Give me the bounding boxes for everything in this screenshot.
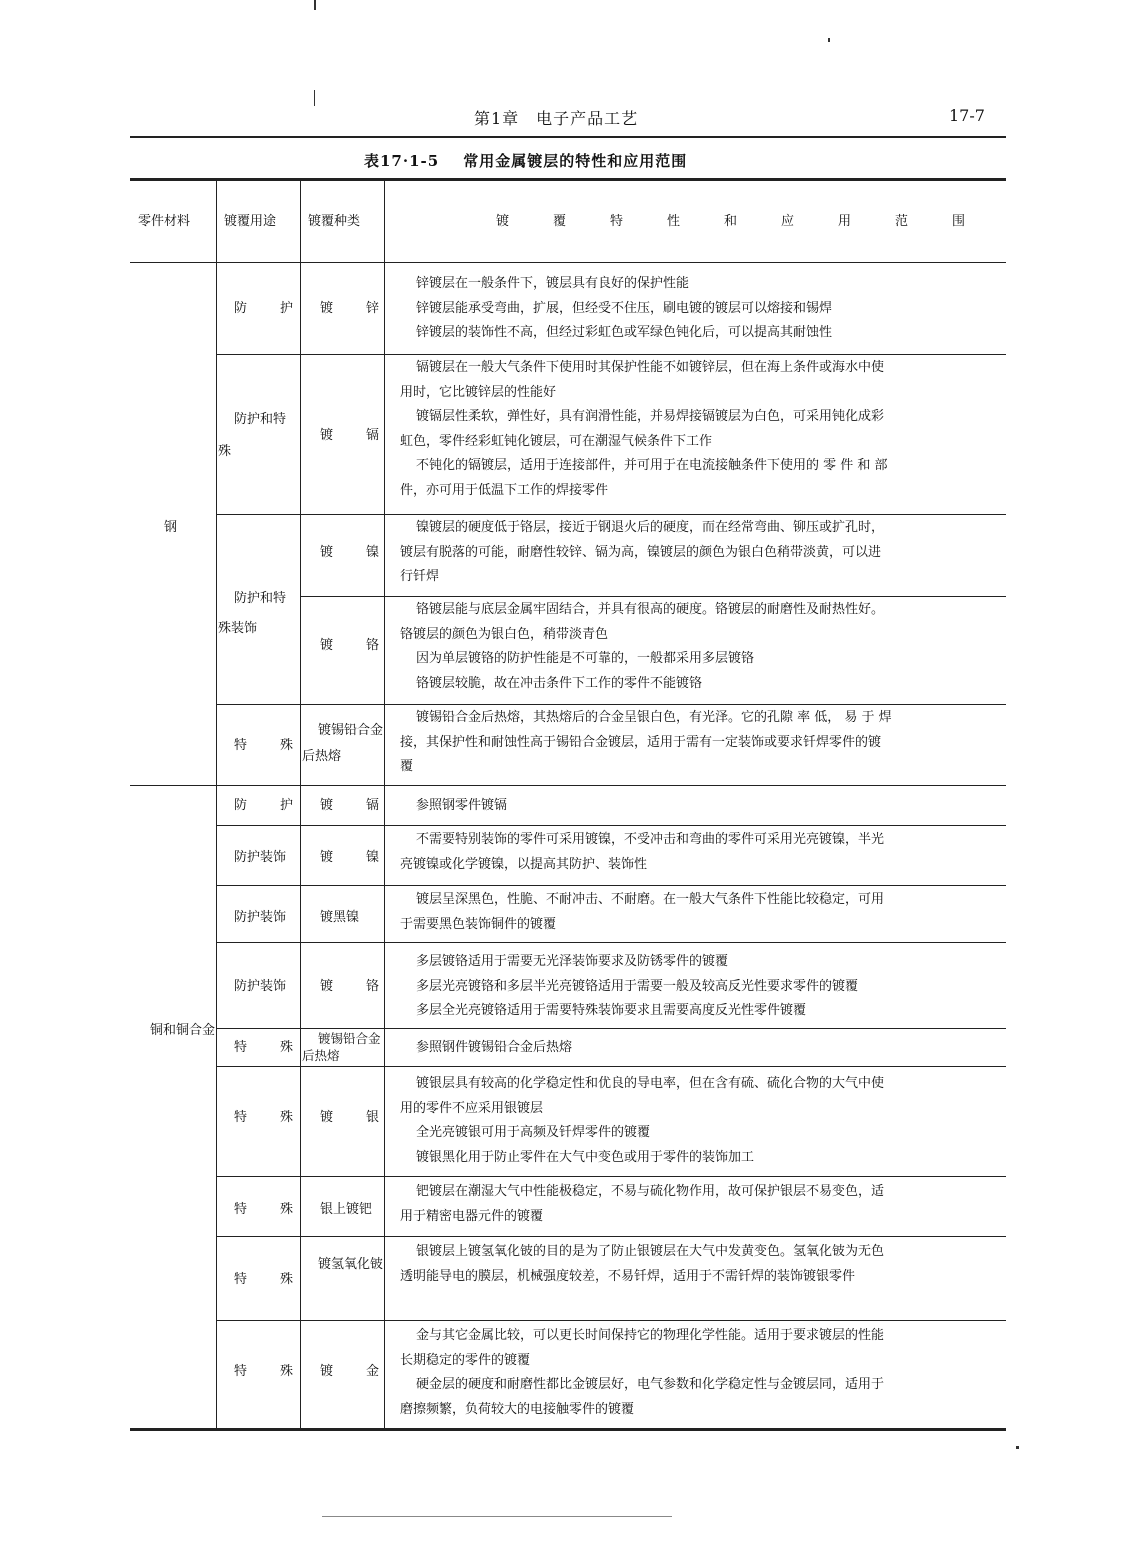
kind-cell: 镀 铬 [320, 979, 390, 994]
description-cell [400, 272, 832, 346]
kind-cell: 镀黑镍 [320, 910, 360, 925]
use-cell: 防护装饰 [234, 850, 287, 865]
description-line: 虹色，零件经彩虹钝化镀层，可在潮湿气候条件下工作 [400, 433, 713, 449]
description-line: 多层光亮镀铬和多层半光亮镀铬适用于需要一般及较高反光性要求零件的镀覆 [416, 978, 859, 994]
description-line: 锌镀层在一般条件下，镀层具有良好的保护性能 [416, 276, 690, 291]
description-cell [400, 1036, 572, 1061]
kind-cell: 镀 银 [320, 1110, 390, 1125]
table-number: 表17·1-5 [364, 152, 440, 170]
material-cell: 钢 [164, 520, 178, 535]
description-line: 亮镀镍或化学镀镍，以提高其防护、装饰性 [400, 856, 648, 872]
description-cell [400, 1072, 884, 1170]
description-line: 铬镀层的颜色为银白色，稍带淡青色 [400, 626, 609, 642]
description-line: 镀层有脱落的可能，耐磨性较锌、镉为高，镍镀层的颜色为银白色稍带淡黄，可以进 [400, 544, 882, 560]
description-line: 因为单层镀铬的防护性能是不可靠的，一般都采用多层镀铬 [416, 651, 755, 666]
use-cell: 防护和特殊装饰 [218, 591, 287, 636]
column-header-use: 镀覆用途 [224, 214, 277, 229]
row-rule [216, 942, 1006, 943]
use-cell: 防护装饰 [234, 910, 287, 925]
description-line: 钯镀层在潮湿大气中性能极稳定，不易与硫化物作用，故可保护银层不易变色，适 [416, 1184, 885, 1199]
description-line: 硬金层的硬度和耐磨性都比金镀层好，电气参数和化学稳定性与金镀层同，适用于 [416, 1377, 885, 1392]
row-rule [300, 596, 1006, 597]
description-line: 镀层呈深黑色，性脆、不耐冲击、不耐磨。在一般大气条件下性能比较稳定，可用 [416, 892, 885, 907]
use-cell: 防 护 [234, 798, 304, 813]
use-cell: 特 殊 [234, 738, 304, 753]
description-cell [400, 706, 892, 780]
description-line: 于需要黑色装饰铜件的镀覆 [400, 916, 557, 932]
header-rule [130, 136, 1006, 138]
table-caption: 常用金属镀层的特性和应用范围 [463, 152, 688, 170]
row-rule [216, 1176, 1006, 1177]
column-header-material: 零件材料 [138, 214, 191, 229]
description-cell [400, 888, 884, 937]
description-line: 磨擦频繁，负荷较大的电接触零件的镀覆 [400, 1401, 635, 1417]
chapter-title: 第1章 电子产品工艺 [474, 109, 639, 128]
description-cell [400, 950, 858, 1024]
description-line: 接，其保护性和耐蚀性高于锡铅合金镀层，适用于需有一定装饰或要求钎焊零件的镀 [400, 734, 882, 750]
description-line: 长期稳定的零件的镀覆 [400, 1352, 531, 1368]
scan-mark [314, 0, 316, 10]
use-cell: 防护和特殊 [218, 412, 287, 459]
description-line: 银镀层上镀氢氧化铍的目的是为了防止银镀层在大气中发黄变色。氢氧化铍为无色 [416, 1244, 885, 1259]
use-cell: 防护装饰 [234, 979, 287, 994]
description-line: 镍镀层的硬度低于铬层，接近于钢退火后的硬度，而在经常弯曲、铆压或扩孔时， [416, 520, 885, 535]
row-rule [216, 825, 1006, 826]
description-cell [400, 1240, 884, 1289]
kind-cell: 银上镀钯 [320, 1202, 373, 1217]
description-line: 透明能导电的膜层，机械强度较差，不易钎焊，适用于不需钎焊的装饰镀银零件 [400, 1268, 856, 1284]
description-line: 铬镀层能与底层金属牢固结合，并具有很高的硬度。铬镀层的耐磨性及耐热性好。 [416, 602, 885, 617]
description-line: 镀锡铅合金后热熔，其热熔后的合金呈银白色，有光泽。它的孔隙 率 低， 易 于 焊 [416, 710, 892, 725]
description-line: 用于精密电器元件的镀覆 [400, 1208, 544, 1224]
scan-mark [828, 38, 830, 42]
description-cell [400, 356, 888, 503]
description-line: 覆 [400, 759, 414, 774]
description-cell [400, 598, 884, 696]
description-line: 件，亦可用于低温下工作的焊接零件 [400, 482, 609, 498]
table-top-rule [130, 178, 1006, 181]
use-cell: 特 殊 [234, 1040, 304, 1055]
kind-cell: 镀锡铅合金后热熔 [302, 723, 384, 764]
description-cell [400, 1324, 884, 1422]
kind-cell: 镀 镍 [320, 545, 390, 560]
description-line: 镀镉层性柔软，弹性好，具有润滑性能，并易焊接镉镀层为白色，可采用钝化成彩 [416, 409, 885, 424]
row-rule [216, 1028, 1006, 1029]
kind-cell: 镀 铬 [320, 638, 390, 653]
row-rule [216, 1320, 1006, 1321]
description-line: 镀银黑化用于防止零件在大气中变色或用于零件的装饰加工 [416, 1149, 755, 1165]
kind-cell: 镀 镍 [320, 850, 390, 865]
row-rule [216, 354, 1006, 355]
use-cell: 特 殊 [234, 1364, 304, 1379]
table-bottom-rule [130, 1428, 1006, 1431]
description-line: 用时，它比镀锌层的性能好 [400, 384, 557, 400]
use-cell: 防 护 [234, 301, 304, 316]
use-cell: 特 殊 [234, 1202, 304, 1217]
kind-cell: 镀 镉 [320, 428, 390, 443]
scan-mark [1016, 1446, 1019, 1449]
description-cell [400, 828, 884, 877]
description-cell [400, 516, 884, 590]
description-line: 全光亮镀银可用于高频及钎焊零件的镀覆 [416, 1125, 651, 1140]
column-header-description: 镀覆特性和应用范围 [496, 214, 1010, 229]
description-line: 镉镀层在一般大气条件下使用时其保护性能不如镀锌层，但在海上条件或海水中使 [416, 360, 885, 375]
description-cell [400, 794, 507, 819]
description-line: 镀银层具有较高的化学稳定性和优良的导电率，但在含有硫、硫化合物的大气中使 [416, 1076, 885, 1091]
kind-cell: 镀氢氧化铍 [318, 1257, 384, 1272]
description-line: 不需要特别装饰的零件可采用镀镍，不受冲击和弯曲的零件可采用光亮镀镍，半光 [416, 832, 885, 847]
kind-cell: 镀 金 [320, 1364, 390, 1379]
description-line: 用的零件不应采用银镀层 [400, 1100, 544, 1116]
description-line: 多层镀铬适用于需要无光泽装饰要求及防锈零件的镀覆 [416, 954, 729, 969]
kind-cell: 镀锡铅合金后热熔 [302, 1031, 381, 1063]
table-title [364, 150, 687, 171]
header-bottom-rule [130, 262, 1006, 263]
description-line: 不钝化的镉镀层，适用于连接部件，并可用于在电流接触条件下使用的 零 件 和 部 [416, 458, 888, 473]
material-cell: 铜和铜合金 [150, 1023, 216, 1038]
use-cell: 特 殊 [234, 1272, 304, 1287]
description-line: 金与其它金属比较，可以更长时间保持它的物理化学性能。适用于要求镀层的性能 [416, 1328, 885, 1343]
description-line: 锌镀层能承受弯曲，扩展，但经受不住压，刷电镀的镀层可以熔接和锡焊 [416, 300, 833, 316]
row-rule [216, 514, 1006, 515]
description-cell [400, 1180, 884, 1229]
description-line: 行钎焊 [400, 569, 440, 584]
kind-cell: 镀 锌 [320, 301, 390, 316]
description-line: 参照钢零件镀镉 [416, 798, 508, 813]
row-rule [216, 1066, 1006, 1067]
description-line: 参照钢件镀锡铅合金后热熔 [416, 1040, 573, 1055]
column-header-kind: 镀覆种类 [308, 214, 361, 229]
scan-mark [322, 1516, 672, 1517]
row-rule [216, 1236, 1006, 1237]
description-line: 锌镀层的装饰性不高，但经过彩虹色或军绿色钝化后，可以提高其耐蚀性 [416, 325, 833, 340]
page-number: 17-7 [949, 106, 985, 125]
description-line: 铬镀层较脆，故在冲击条件下工作的零件不能镀铬 [416, 675, 703, 691]
row-rule [216, 704, 1006, 705]
description-line: 多层全光亮镀铬适用于需要特殊装饰要求且需要高度反光性零件镀覆 [416, 1003, 807, 1018]
scan-mark [314, 90, 315, 106]
kind-cell: 镀 镉 [320, 798, 390, 813]
column-rule [216, 178, 217, 1430]
row-rule [216, 885, 1006, 886]
use-cell: 特 殊 [234, 1110, 304, 1125]
group-rule [130, 785, 1006, 786]
